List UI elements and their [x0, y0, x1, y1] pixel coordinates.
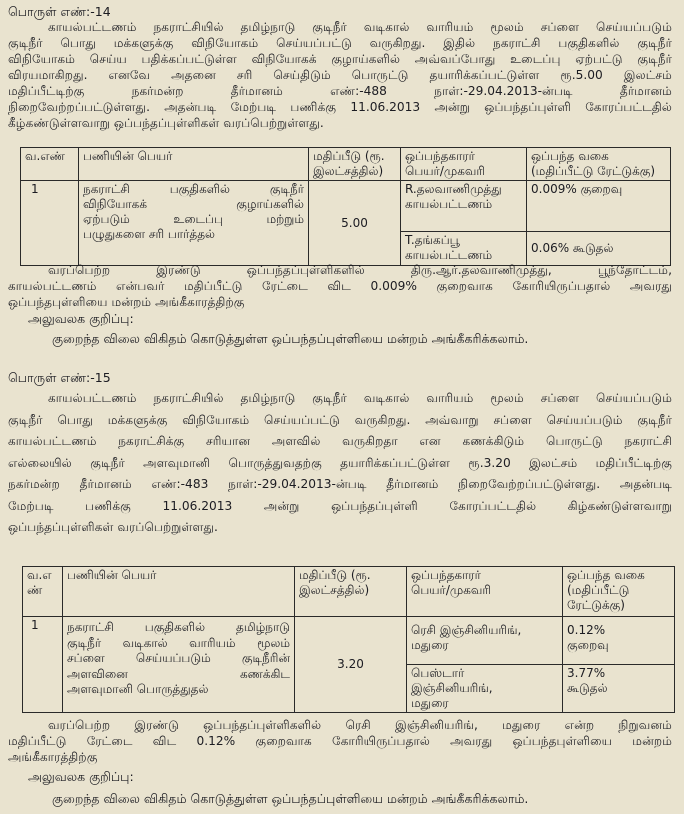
- paragraph-line: நிறைவேற்றப்பட்டுள்ளது. அதன்படி மேற்படி பணிக்கு 11.06.2013 அன்று ஒப்பந்தப்புள்ளி கோரப்பட்டதில்: [8, 100, 672, 114]
- cell-rate: 0.009% குறைவு: [527, 181, 671, 232]
- paragraph-line: எல்லையில் குடிநீர் அளவுமானி பொருத்துவதற்கு தயாரிக்கப்பட்டுள்ள ரூ.3.20 இலட்சம் மதிப்பீட்டிற்கு: [8, 455, 672, 470]
- item15-paragraph: [8, 388, 672, 539]
- item14-office-note-label: அலுவலக குறிப்பு:: [28, 311, 134, 326]
- header-rate: ஒப்பந்த வகை (மதிப்பீட்டு ரேட்டுக்கு): [563, 567, 675, 617]
- header-estimate: மதிப்பீடு (ரூ. இலட்சத்தில்): [309, 148, 401, 181]
- cell-estimate: 3.20: [295, 617, 407, 713]
- paragraph-line: மேற்படி பணிக்கு 11.06.2013 அன்று ஒப்பந்தப்புள்ளி கோரப்பட்டதில் கிழ்கண்டுள்ளவாறு: [8, 498, 672, 513]
- result-line: அங்கீகாரத்திற்கு: [8, 750, 98, 764]
- paragraph-line: மதிப்பீட்டிற்கு நகர்மன்ற தீர்மானம் எண்:-488 நாள்:-29.04.2013-ன்படி தீர்மானம்: [8, 84, 672, 98]
- paragraph-line: நகர்மன்ற தீர்மானம் எண்:-483 நாள்:-29.04.2013-ன்படி தீர்மானம் நிறைவேற்றப்பட்டுள்ளது. அதன்படி: [8, 477, 672, 491]
- paragraph-line: கீழ்கண்டுள்ளவாறு ஒப்பந்தப்புள்ளிகள் வரப்பெற்றுள்ளது.: [8, 116, 324, 130]
- table-row: [21, 181, 671, 232]
- cell-rate: 3.77% கூடுதல்: [563, 665, 675, 713]
- result-line: வரப்பெற்ற இரண்டு ஒப்பந்தப்புள்ளிகளில் திரு.ஆர்.தலவாணிமுத்து, பூந்தோட்டம்,: [48, 263, 672, 277]
- paragraph-line: விநியோகம் செய்ய பதிக்கப்பட்டுள்ள விநியோகக் குழாய்களில் அவ்வப்போது உடைப்பு ஏற்பட்டு குடிநீர்: [8, 52, 672, 66]
- header-work: பணியின் பெயர்: [79, 148, 309, 181]
- item15-subject: பொருள் எண்:-15: [8, 370, 111, 385]
- paragraph-line: விரயமாகிறது. எனவே அதனை சரி செய்திடும் பொருட்டு தயாரிக்கப்பட்டுள்ள ரூ.5.00 இலட்சம்: [8, 68, 672, 82]
- item14-office-note: குறைந்த விலை விகிதம் கொடுத்துள்ள ஒப்பந்தப்புள்ளியை மன்றம் அங்கீகரிக்கலாம்.: [52, 331, 529, 346]
- result-line: வரப்பெற்ற இரண்டு ஒப்பந்தப்புள்ளிகளில் ரெசி இஞ்சினியரிங், மதுரை என்ற நிறுவனம்: [48, 718, 672, 732]
- cell-estimate: 5.00: [309, 181, 401, 266]
- cell-sno: 1: [21, 181, 79, 266]
- paragraph-line: காயல்பட்டணம் நகராட்சிக்கு சரியான அளவில் வருகிறதா என கணக்கிடும் பொருட்டு நகராட்சி: [8, 434, 672, 448]
- cell-rate: 0.12% குறைவு: [563, 617, 675, 665]
- cell-contractor: ரெசி இஞ்சினியரிங், மதுரை: [407, 617, 563, 665]
- paragraph-line: குடிநீர் பொது மக்களுக்கு விநியோகம் செய்யப்பட்டு வருகிறது. அவ்வாறு சப்ளை செய்யப்படும் குடிநீர்: [8, 412, 672, 427]
- cell-sno: 1: [23, 617, 63, 713]
- header-work: பணியின் பெயர்: [63, 567, 295, 617]
- cell-work: நகராட்சி பகுதிகளில் குடிநீர் விநியோகக் குழாய்களில் ஏற்படும் உடைப்பு மற்றும் பழுதுகளை சரி பார்த்தல்: [79, 181, 309, 266]
- table-header-row: [21, 148, 671, 181]
- item15-tender-table: [22, 566, 675, 713]
- paragraph-line: குடிநீர் பொது மக்களுக்கு விநியோகம் செய்யப்பட்டு வருகிறது. இதில் நகராட்சி பகுதிகளில் குடிநீர்: [8, 36, 672, 50]
- paragraph-line: காயல்பட்டணம் நகராட்சியில் தமிழ்நாடு குடிநீர் வடிகால் வாரியம் மூலம் சப்ளை செய்யப்படும்: [48, 391, 672, 405]
- header-contractor: ஒப்பந்தகாரர் பெயர்/முகவரி: [401, 148, 527, 181]
- cell-work: நகராட்சி பகுதிகளில் தமிழ்நாடு குடிநீர் வடிகால் வாரியம் மூலம் சப்ளை செய்யப்படும் குடிநீரின் அளவினை கணக்கிட அளவுமானி பொருத்துதல்: [63, 617, 295, 713]
- paragraph-line: ஒப்பந்தப்புள்ளிகள் வரப்பெற்றுள்ளது.: [8, 520, 218, 534]
- table-row: [23, 617, 675, 665]
- item14-tender-table: [20, 147, 671, 266]
- paragraph-line: காயல்பட்டணம் நகராட்சியில் தமிழ்நாடு குடிநீர் வடிகால் வாரியம் மூலம் சப்ளை செய்யப்படும்: [48, 20, 672, 34]
- item15-result: [8, 717, 672, 765]
- result-line: காயல்பட்டணம் என்பவர் மதிப்பீட்டு ரேட்டை விட 0.009% குறைவாக கோரியிருப்பதால் அவரது: [8, 279, 672, 293]
- item15-office-note: குறைந்த விலை விகிதம் கொடுத்துள்ள ஒப்பந்தப்புள்ளியை மன்றம் அங்கீகரிக்கலாம்.: [52, 791, 529, 806]
- item14-result: [8, 262, 672, 310]
- table-header-row: [23, 567, 675, 617]
- cell-contractor: பெஸ்டார் இஞ்சினியரிங், மதுரை: [407, 665, 563, 713]
- header-rate: ஒப்பந்த வகை (மதிப்பீட்டு ரேட்டுக்கு): [527, 148, 671, 181]
- header-sno: வ.எண்: [21, 148, 79, 181]
- header-estimate: மதிப்பீடு (ரூ. இலட்சத்தில்): [295, 567, 407, 617]
- cell-contractor: T.தங்கப்பூ காயல்பட்டணம்: [401, 232, 527, 266]
- cell-rate: 0.06% கூடுதல்: [527, 232, 671, 266]
- header-sno: வ.எ ண்: [23, 567, 63, 617]
- result-line: மதிப்பீட்டு ரேட்டை விட 0.12% குறைவாக கோரியிருப்பதால் அவரது ஒப்பந்தபுள்ளியை மன்றம்: [8, 734, 672, 748]
- item15-office-note-label: அலுவலக குறிப்பு:: [28, 769, 134, 784]
- result-line: ஒப்பந்தபுள்ளியை மன்றம் அங்கீகாரத்திற்கு: [8, 295, 245, 309]
- cell-contractor: R.தலவாணிமுத்து காயல்பட்டணம்: [401, 181, 527, 232]
- header-contractor: ஒப்பந்தகாரர் பெயர்/முகவரி: [407, 567, 563, 617]
- item14-subject: பொருள் எண்:-14: [8, 4, 111, 19]
- item14-paragraph: [8, 19, 672, 131]
